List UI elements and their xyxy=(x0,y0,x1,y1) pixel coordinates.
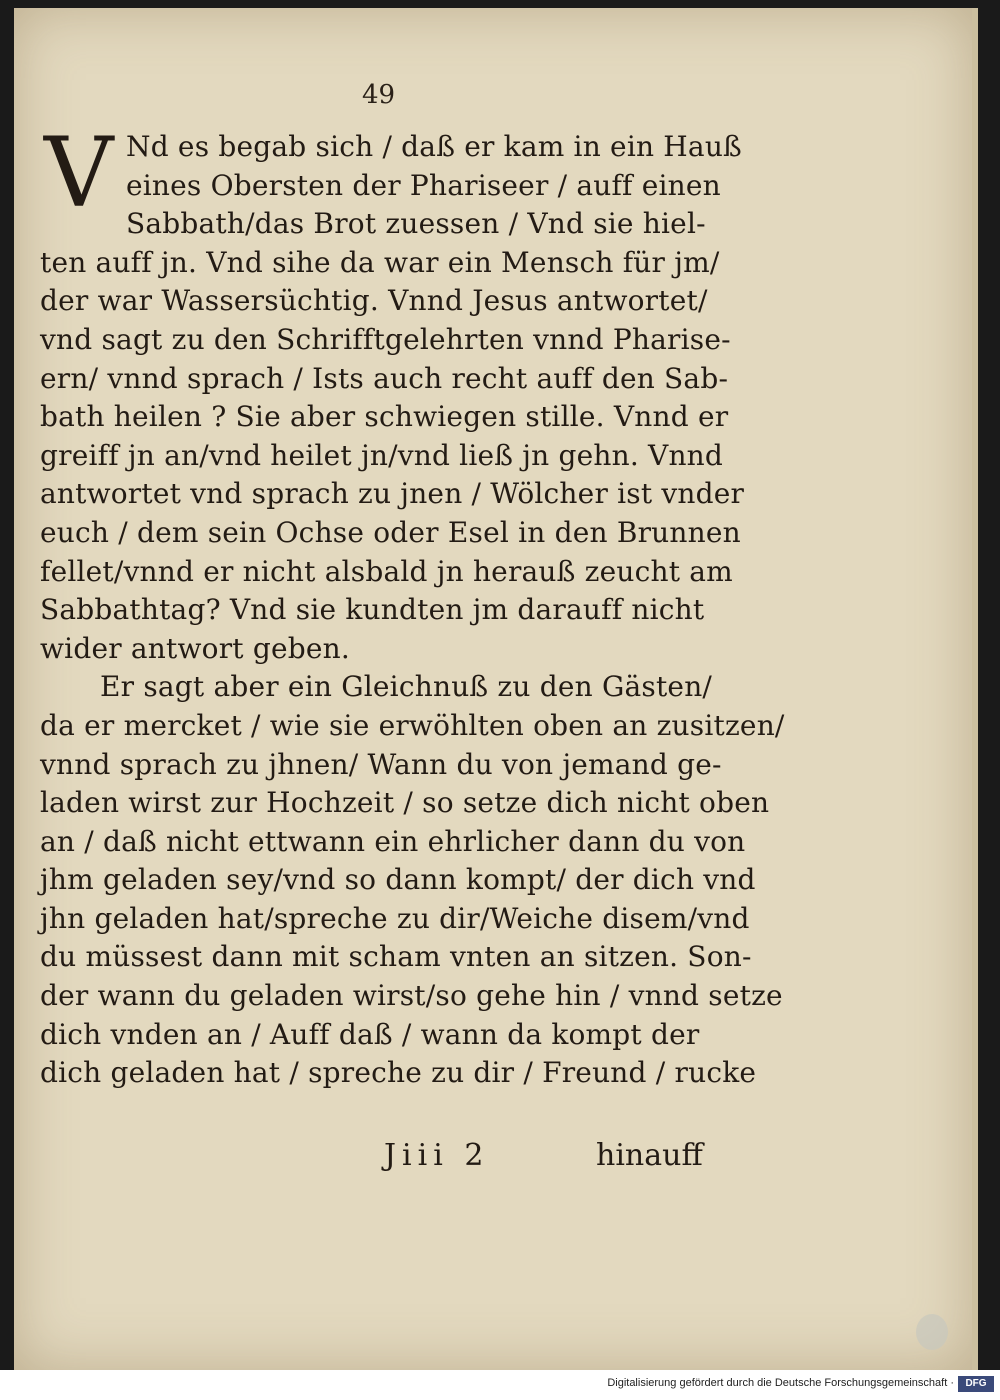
text-line: Sabbathtag? Vnd sie kundten jm darauff nicht xyxy=(40,593,705,627)
text-line: an / daß nicht ettwann ein ehrlicher dann du von xyxy=(40,824,746,858)
drop-cap-initial: V xyxy=(44,117,114,229)
text-line: vnd sagt zu den Schrifftgelehrten vnnd Pharise- xyxy=(40,322,731,356)
body-text xyxy=(40,117,785,1093)
text-line: antwortet vnd sprach zu jnen / Wölcher ist vnder xyxy=(40,477,745,511)
text-line: Nd es begab sich / daß er kam in ein Hauß xyxy=(126,130,742,163)
text-line: Sabbath/das Brot zuessen / Vnd sie hiel- xyxy=(126,207,706,241)
catchword: hinauff xyxy=(596,1138,703,1173)
text-line: fellet/vnnd er nicht alsbald jn herauß zeucht am xyxy=(40,554,733,588)
text-line: eines Obersten der Phariseer / auff einen xyxy=(126,168,721,202)
page-number: 49 xyxy=(362,80,396,110)
text-line: bath heilen ? Sie aber schwiegen stille. Vnnd er xyxy=(40,400,729,434)
text-line: ern/ vnnd sprach / Ists auch recht auff den Sab- xyxy=(40,361,729,395)
text-line: vnnd sprach zu jhnen/ Wann du von jemand ge- xyxy=(40,747,722,781)
page-stain xyxy=(916,1314,948,1350)
text-line: du müssest dann mit scham vnten an sitzen. Son- xyxy=(40,940,752,974)
funding-credit: Digitalisierung gefördert durch die Deutsche Forschungsgemeinschaft · xyxy=(607,1377,954,1389)
text-line: euch / dem sein Ochse oder Esel in den Brunnen xyxy=(40,515,741,549)
text-line: jhn geladen hat/spreche zu dir/Weiche disem/vnd xyxy=(40,901,750,935)
text-line: wider antwort geben. xyxy=(40,631,350,665)
text-line: der war Wassersüchtig. Vnnd Jesus antwortet/ xyxy=(40,284,708,318)
text-line: greiff jn an/vnd heilet jn/vnd ließ jn gehn. Vnnd xyxy=(40,438,724,472)
footer-bar xyxy=(0,1370,1000,1400)
text-line: laden wirst zur Hochzeit / so setze dich nicht oben xyxy=(40,786,770,820)
text-line: dich geladen hat / spreche zu dir / Freund / rucke xyxy=(40,1056,757,1090)
text-line: Er sagt aber ein Gleichnuß zu den Gästen/ xyxy=(100,670,713,704)
signature-mark: Jiii 2 xyxy=(384,1138,490,1173)
text-line: dich vnden an / Auff daß / wann da kompt der xyxy=(40,1017,700,1051)
text-line: der wann du geladen wirst/so gehe hin / vnnd setze xyxy=(40,979,783,1013)
dfg-logo: DFG xyxy=(958,1376,994,1392)
text-line: ten auff jn. Vnd sihe da war ein Mensch für jm/ xyxy=(40,245,720,279)
text-line: jhm geladen sey/vnd so dann kompt/ der dich vnd xyxy=(40,863,756,897)
text-line: da er mercket / wie sie erwöhlten oben an zusitzen/ xyxy=(40,708,785,742)
